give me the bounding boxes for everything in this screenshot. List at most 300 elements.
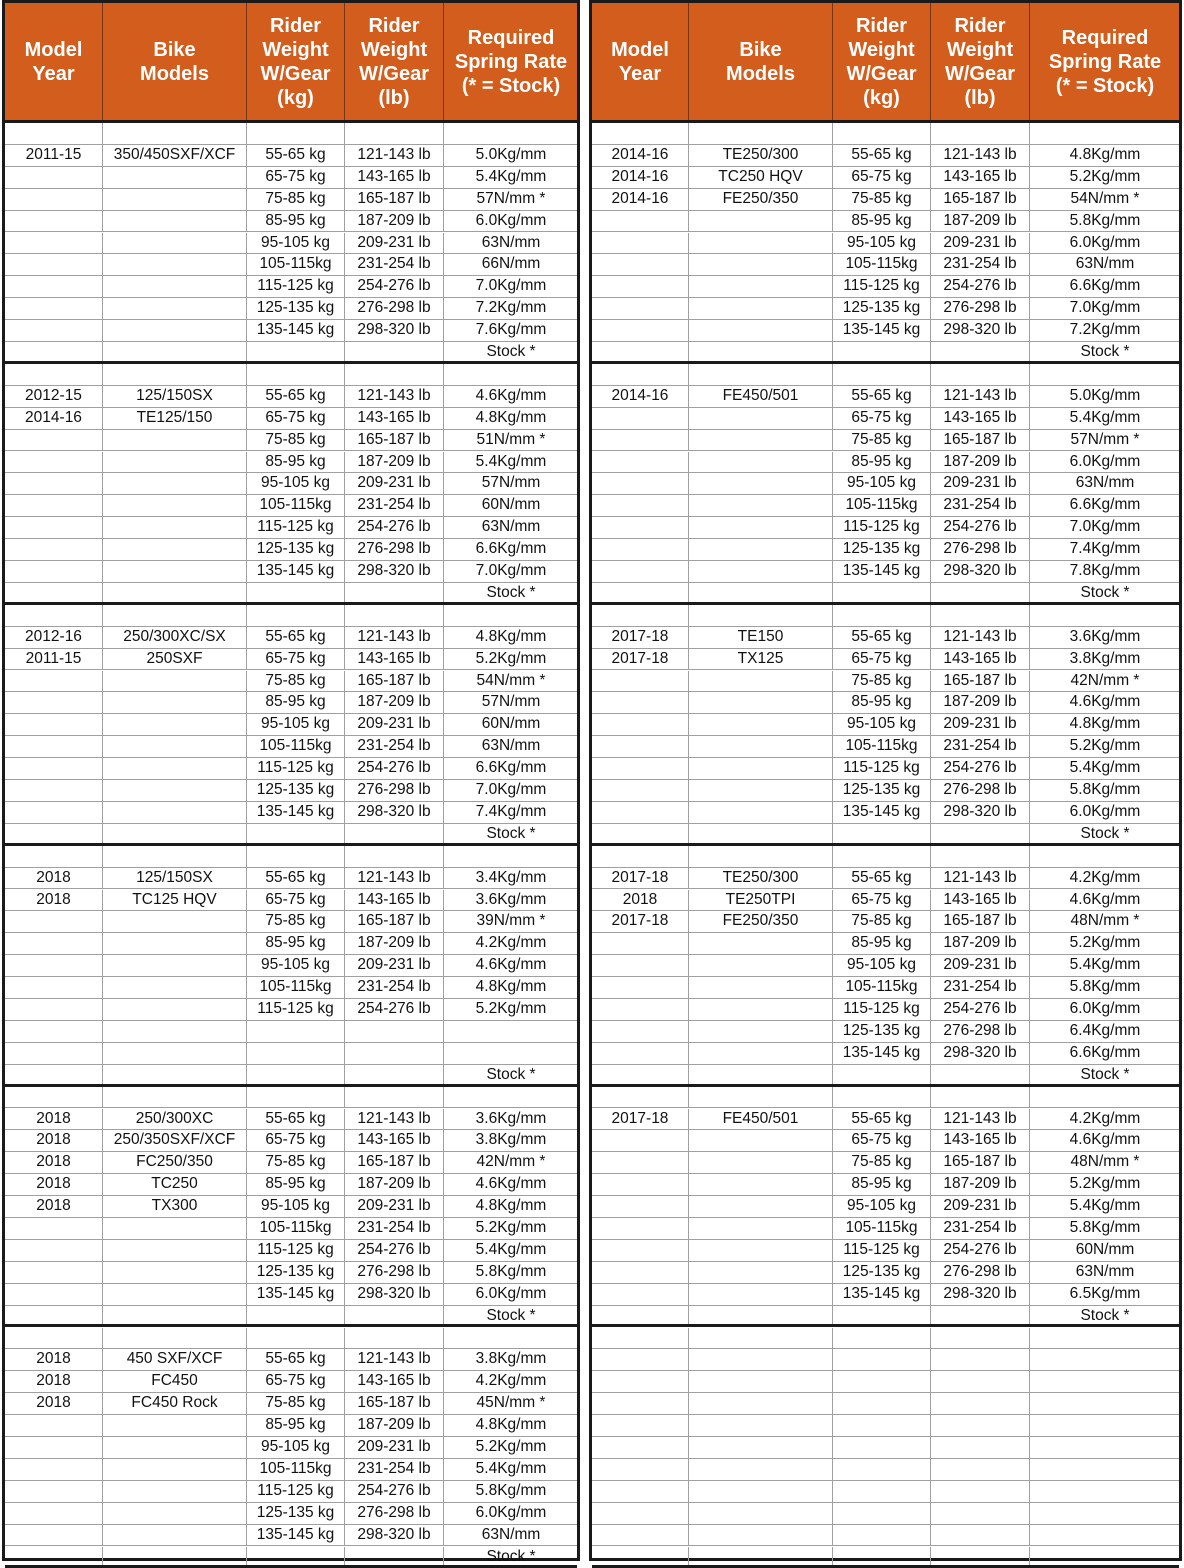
model-year-cell: 2018 xyxy=(5,1371,103,1392)
spring-rate-cell: 5.8Kg/mm xyxy=(444,1481,578,1502)
weight-lb-cell: 121-143 lb xyxy=(345,868,444,889)
bike-models-cell xyxy=(103,123,247,144)
spring-rate-cell xyxy=(1030,1481,1180,1502)
bike-models-cell xyxy=(103,999,247,1020)
spring-rate-cell: Stock * xyxy=(1030,824,1180,843)
model-year-cell xyxy=(592,999,689,1020)
header-line: Bike xyxy=(140,38,209,62)
weight-lb-cell: 143-165 lb xyxy=(345,167,444,188)
model-year-cell xyxy=(592,1021,689,1042)
weight-kg-cell: 95-105 kg xyxy=(247,233,345,254)
model-year-cell xyxy=(592,517,689,538)
bike-models-cell xyxy=(103,911,247,932)
weight-lb-cell: 143-165 lb xyxy=(931,408,1030,429)
table-row xyxy=(592,211,1179,233)
weight-lb-cell xyxy=(345,1021,444,1042)
table-row xyxy=(592,1437,1179,1459)
spring-rate-cell: 63N/mm xyxy=(444,233,578,254)
weight-kg-cell: 75-85 kg xyxy=(833,671,931,692)
table-row xyxy=(5,999,577,1021)
table-row xyxy=(5,955,577,977)
bike-models-cell xyxy=(689,495,833,516)
model-year-cell xyxy=(592,276,689,297)
header-line: Models xyxy=(726,62,795,86)
bike-models-cell xyxy=(689,452,833,473)
weight-kg-cell: 65-75 kg xyxy=(247,1130,345,1151)
table-row xyxy=(592,627,1179,649)
weight-lb-cell: 254-276 lb xyxy=(931,999,1030,1020)
weight-lb-cell: 254-276 lb xyxy=(931,1240,1030,1261)
spring-rate-cell: 6.6Kg/mm xyxy=(1030,495,1180,516)
weight-kg-cell: 105-115kg xyxy=(247,495,345,516)
header-line: Bike xyxy=(726,38,795,62)
weight-lb-cell: 209-231 lb xyxy=(345,1437,444,1458)
header-line: Spring Rate xyxy=(455,50,567,74)
model-year-cell xyxy=(592,1087,689,1108)
bike-models-cell: TX300 xyxy=(103,1196,247,1217)
bike-models-cell xyxy=(689,605,833,626)
table-row xyxy=(592,495,1179,517)
weight-lb-cell: 165-187 lb xyxy=(345,671,444,692)
table-row xyxy=(592,167,1179,189)
table-row xyxy=(592,189,1179,211)
bike-models-cell xyxy=(689,211,833,232)
weight-lb-cell xyxy=(931,1525,1030,1546)
table-row xyxy=(592,254,1179,276)
spring-rate-cell: 6.6Kg/mm xyxy=(444,758,578,779)
bike-models-cell: FE250/350 xyxy=(689,911,833,932)
spring-rate-cell: 5.8Kg/mm xyxy=(1030,780,1180,801)
table-row xyxy=(5,758,577,780)
weight-lb-cell: 298-320 lb xyxy=(345,561,444,582)
bike-models-cell xyxy=(103,539,247,560)
weight-lb-cell xyxy=(345,824,444,843)
table-row xyxy=(592,583,1179,605)
weight-kg-cell: 85-95 kg xyxy=(833,1174,931,1195)
bike-models-cell: 250/300XC/SX xyxy=(103,627,247,648)
spring-rate-cell: 4.6Kg/mm xyxy=(444,955,578,976)
weight-lb-cell xyxy=(345,1328,444,1349)
weight-lb-cell: 187-209 lb xyxy=(931,1174,1030,1195)
model-year-cell xyxy=(5,298,103,319)
spring-rate-cell xyxy=(1030,1437,1180,1458)
header-bike-models xyxy=(689,3,833,120)
bike-models-cell xyxy=(689,1284,833,1305)
weight-kg-cell xyxy=(247,342,345,361)
header-model-year xyxy=(5,3,103,120)
model-year-cell xyxy=(5,1525,103,1546)
weight-kg-cell: 95-105 kg xyxy=(833,1196,931,1217)
model-year-cell xyxy=(5,473,103,494)
model-year-cell xyxy=(592,1152,689,1173)
spring-rate-cell: Stock * xyxy=(444,342,578,361)
weight-kg-cell: 85-95 kg xyxy=(833,452,931,473)
weight-lb-cell xyxy=(931,1503,1030,1524)
bike-models-cell xyxy=(689,999,833,1020)
weight-kg-cell: 115-125 kg xyxy=(247,999,345,1020)
weight-kg-cell: 125-135 kg xyxy=(247,780,345,801)
table-header xyxy=(592,3,1179,123)
model-year-cell: 2018 xyxy=(5,1196,103,1217)
bike-models-cell xyxy=(689,736,833,757)
spring-rate-cell: 6.6Kg/mm xyxy=(1030,276,1180,297)
header-line: W/Gear xyxy=(945,62,1015,86)
weight-lb-cell: 254-276 lb xyxy=(345,517,444,538)
spring-rate-cell: 7.4Kg/mm xyxy=(444,802,578,823)
bike-models-cell xyxy=(689,233,833,254)
spring-rate-cell: 3.6Kg/mm xyxy=(1030,627,1180,648)
weight-kg-cell: 55-65 kg xyxy=(247,386,345,407)
weight-lb-cell: 231-254 lb xyxy=(345,977,444,998)
weight-lb-cell: 298-320 lb xyxy=(345,802,444,823)
spring-rate-cell: 5.8Kg/mm xyxy=(1030,977,1180,998)
bike-models-cell xyxy=(103,583,247,602)
weight-kg-cell: 75-85 kg xyxy=(833,911,931,932)
table-row xyxy=(5,276,577,298)
spring-rate-cell: 7.4Kg/mm xyxy=(1030,539,1180,560)
table-row xyxy=(5,868,577,890)
table-row xyxy=(592,452,1179,474)
model-year-cell xyxy=(5,671,103,692)
table-row xyxy=(5,320,577,342)
table-row xyxy=(5,1218,577,1240)
weight-lb-cell xyxy=(931,342,1030,361)
weight-lb-cell: 187-209 lb xyxy=(345,692,444,713)
weight-lb-cell: 121-143 lb xyxy=(345,1109,444,1130)
spring-rate-cell: 6.0Kg/mm xyxy=(444,1284,578,1305)
table-row xyxy=(5,1393,577,1415)
table-row xyxy=(5,452,577,474)
bike-models-cell xyxy=(689,1525,833,1546)
bike-models-cell xyxy=(103,780,247,801)
spring-rate-cell: 5.4Kg/mm xyxy=(1030,408,1180,429)
bike-models-cell xyxy=(689,430,833,451)
weight-lb-cell xyxy=(931,1437,1030,1458)
bike-models-cell xyxy=(689,802,833,823)
table-row xyxy=(5,1043,577,1065)
model-year-cell: 2014-16 xyxy=(592,145,689,166)
weight-lb-cell: 276-298 lb xyxy=(931,1021,1030,1042)
spring-rate-cell: 51N/mm * xyxy=(444,430,578,451)
spring-rate-cell: 4.8Kg/mm xyxy=(444,1196,578,1217)
table-row xyxy=(5,1547,577,1568)
table-row xyxy=(592,1152,1179,1174)
spring-rate-cell: 42N/mm * xyxy=(444,1152,578,1173)
bike-models-cell: TC125 HQV xyxy=(103,890,247,911)
table-header xyxy=(5,3,577,123)
weight-lb-cell xyxy=(931,1459,1030,1480)
weight-lb-cell: 298-320 lb xyxy=(931,1043,1030,1064)
table-row xyxy=(5,1459,577,1481)
model-year-cell: 2018 xyxy=(5,1152,103,1173)
model-year-cell xyxy=(592,1525,689,1546)
weight-kg-cell: 125-135 kg xyxy=(833,1021,931,1042)
weight-lb-cell: 121-143 lb xyxy=(931,386,1030,407)
weight-kg-cell: 65-75 kg xyxy=(833,890,931,911)
bike-models-cell xyxy=(689,254,833,275)
spring-rate-cell: 5.2Kg/mm xyxy=(1030,167,1180,188)
weight-lb-cell: 276-298 lb xyxy=(931,298,1030,319)
table-row xyxy=(592,1547,1179,1568)
header-line: Rider xyxy=(359,14,429,38)
weight-kg-cell: 95-105 kg xyxy=(247,473,345,494)
table-row xyxy=(5,1415,577,1437)
weight-lb-cell: 254-276 lb xyxy=(931,517,1030,538)
model-year-cell xyxy=(5,211,103,232)
weight-lb-cell: 209-231 lb xyxy=(345,1196,444,1217)
model-year-cell xyxy=(592,254,689,275)
spring-rate-cell: 45N/mm * xyxy=(444,1393,578,1414)
model-year-cell xyxy=(5,1218,103,1239)
bike-models-cell: 125/150SX xyxy=(103,868,247,889)
bike-models-cell xyxy=(103,1087,247,1108)
bike-models-cell: TE150 xyxy=(689,627,833,648)
bike-models-cell xyxy=(103,1503,247,1524)
weight-lb-cell xyxy=(345,1065,444,1084)
spring-rate-cell: 54N/mm * xyxy=(444,671,578,692)
spring-rate-cell: 5.0Kg/mm xyxy=(1030,386,1180,407)
table-row xyxy=(5,123,577,145)
model-year-cell xyxy=(592,1043,689,1064)
bike-models-cell xyxy=(103,977,247,998)
weight-lb-cell xyxy=(931,364,1030,385)
weight-lb-cell: 254-276 lb xyxy=(345,276,444,297)
weight-lb-cell: 231-254 lb xyxy=(345,736,444,757)
table-row xyxy=(592,1109,1179,1131)
bike-models-cell xyxy=(103,1262,247,1283)
header-line: (lb) xyxy=(945,86,1015,110)
table-row xyxy=(5,1130,577,1152)
model-year-cell xyxy=(5,539,103,560)
bike-models-cell: 350/450SXF/XCF xyxy=(103,145,247,166)
spring-rate-cell: 7.2Kg/mm xyxy=(444,298,578,319)
bike-models-cell xyxy=(689,298,833,319)
model-year-cell xyxy=(592,495,689,516)
bike-models-cell xyxy=(103,430,247,451)
weight-kg-cell: 95-105 kg xyxy=(833,473,931,494)
weight-lb-cell: 298-320 lb xyxy=(931,320,1030,341)
model-year-cell: 2014-16 xyxy=(5,408,103,429)
bike-models-cell xyxy=(103,233,247,254)
bike-models-cell xyxy=(689,123,833,144)
weight-lb-cell: 121-143 lb xyxy=(931,1109,1030,1130)
model-year-cell xyxy=(592,1415,689,1436)
weight-lb-cell: 231-254 lb xyxy=(345,495,444,516)
model-year-cell xyxy=(5,999,103,1020)
table-row xyxy=(5,846,577,868)
weight-lb-cell xyxy=(931,583,1030,602)
model-year-cell: 2018 xyxy=(5,1393,103,1414)
weight-kg-cell: 75-85 kg xyxy=(247,671,345,692)
weight-kg-cell: 105-115kg xyxy=(247,254,345,275)
model-year-cell xyxy=(592,671,689,692)
bike-models-cell xyxy=(103,495,247,516)
weight-lb-cell: 143-165 lb xyxy=(345,890,444,911)
table-row xyxy=(592,1087,1179,1109)
table-row xyxy=(5,298,577,320)
model-year-cell xyxy=(5,758,103,779)
weight-lb-cell: 298-320 lb xyxy=(931,1284,1030,1305)
bike-models-cell xyxy=(689,671,833,692)
weight-lb-cell: 165-187 lb xyxy=(931,430,1030,451)
model-year-cell xyxy=(5,714,103,735)
weight-lb-cell: 209-231 lb xyxy=(931,955,1030,976)
table-row xyxy=(5,1349,577,1371)
model-year-cell xyxy=(5,1284,103,1305)
header-line: Weight xyxy=(846,38,916,62)
table-row xyxy=(5,1328,577,1350)
bike-models-cell xyxy=(689,1262,833,1283)
weight-lb-cell xyxy=(345,1043,444,1064)
weight-kg-cell: 95-105 kg xyxy=(247,1437,345,1458)
table-row xyxy=(592,1240,1179,1262)
bike-models-cell xyxy=(103,167,247,188)
model-year-cell xyxy=(5,254,103,275)
weight-lb-cell: 187-209 lb xyxy=(345,1174,444,1195)
weight-lb-cell: 254-276 lb xyxy=(345,758,444,779)
model-year-cell xyxy=(5,802,103,823)
weight-lb-cell: 143-165 lb xyxy=(345,1130,444,1151)
table-row xyxy=(592,539,1179,561)
weight-kg-cell xyxy=(247,123,345,144)
spring-rate-cell xyxy=(1030,605,1180,626)
spring-rate-cell: 4.8Kg/mm xyxy=(444,408,578,429)
spring-rate-cell xyxy=(1030,846,1180,867)
table-row xyxy=(5,824,577,846)
spring-rate-cell: 6.0Kg/mm xyxy=(1030,802,1180,823)
table-row xyxy=(5,1109,577,1131)
weight-lb-cell xyxy=(345,1087,444,1108)
weight-kg-cell: 95-105 kg xyxy=(833,955,931,976)
weight-kg-cell xyxy=(833,1393,931,1414)
table-row xyxy=(592,824,1179,846)
weight-kg-cell: 75-85 kg xyxy=(247,911,345,932)
table-row xyxy=(592,1481,1179,1503)
weight-lb-cell: 209-231 lb xyxy=(931,473,1030,494)
weight-lb-cell: 165-187 lb xyxy=(345,1393,444,1414)
weight-lb-cell: 165-187 lb xyxy=(931,911,1030,932)
table-row xyxy=(5,890,577,912)
model-year-cell xyxy=(592,955,689,976)
bike-models-cell: TC250 HQV xyxy=(689,167,833,188)
model-year-cell xyxy=(5,123,103,144)
weight-kg-cell: 105-115kg xyxy=(833,977,931,998)
header-line: (kg) xyxy=(846,86,916,110)
table-row xyxy=(592,320,1179,342)
weight-lb-cell xyxy=(931,824,1030,843)
bike-models-cell xyxy=(689,408,833,429)
model-year-cell xyxy=(592,364,689,385)
spring-rate-cell: 6.0Kg/mm xyxy=(444,211,578,232)
spring-rate-cell: 4.6Kg/mm xyxy=(1030,1130,1180,1151)
weight-lb-cell xyxy=(931,1393,1030,1414)
spring-rate-cell: 5.2Kg/mm xyxy=(1030,1174,1180,1195)
model-year-cell: 2012-16 xyxy=(5,627,103,648)
bike-models-cell xyxy=(103,1481,247,1502)
spring-rate-cell: 6.6Kg/mm xyxy=(444,539,578,560)
table-row xyxy=(5,1174,577,1196)
bike-models-cell xyxy=(689,1196,833,1217)
weight-kg-cell: 105-115kg xyxy=(833,495,931,516)
header-spring-rate xyxy=(444,3,578,120)
weight-lb-cell: 209-231 lb xyxy=(345,473,444,494)
weight-lb-cell xyxy=(931,1065,1030,1084)
model-year-cell xyxy=(5,1328,103,1349)
model-year-cell xyxy=(5,780,103,801)
table-row xyxy=(5,1371,577,1393)
spring-rate-cell: 5.4Kg/mm xyxy=(444,1240,578,1261)
spring-rate-cell: 5.8Kg/mm xyxy=(1030,211,1180,232)
weight-lb-cell: 298-320 lb xyxy=(931,561,1030,582)
table-row xyxy=(5,736,577,758)
bike-models-cell xyxy=(103,846,247,867)
weight-kg-cell: 75-85 kg xyxy=(247,430,345,451)
weight-lb-cell: 231-254 lb xyxy=(931,1218,1030,1239)
table-row xyxy=(592,1306,1179,1328)
header-line: Year xyxy=(611,62,669,86)
table-row xyxy=(5,1152,577,1174)
weight-lb-cell: 298-320 lb xyxy=(931,802,1030,823)
table-row xyxy=(5,583,577,605)
spring-rate-cell: 63N/mm xyxy=(444,736,578,757)
weight-lb-cell: 276-298 lb xyxy=(931,539,1030,560)
weight-kg-cell: 135-145 kg xyxy=(833,561,931,582)
model-year-cell xyxy=(5,364,103,385)
weight-kg-cell: 55-65 kg xyxy=(833,145,931,166)
table-row xyxy=(5,189,577,211)
spring-rate-cell: 7.8Kg/mm xyxy=(1030,561,1180,582)
table-row xyxy=(5,1503,577,1525)
header-line: Rider xyxy=(945,14,1015,38)
weight-kg-cell xyxy=(833,1415,931,1436)
spring-rate-cell: 5.4Kg/mm xyxy=(1030,955,1180,976)
bike-models-cell xyxy=(103,517,247,538)
weight-lb-cell: 254-276 lb xyxy=(345,999,444,1020)
spring-rate-cell: 57N/mm * xyxy=(444,189,578,210)
bike-models-cell xyxy=(689,1393,833,1414)
bike-models-cell: 125/150SX xyxy=(103,386,247,407)
weight-kg-cell: 85-95 kg xyxy=(833,692,931,713)
weight-kg-cell: 125-135 kg xyxy=(247,539,345,560)
spring-rate-cell: 6.0Kg/mm xyxy=(1030,452,1180,473)
model-year-cell xyxy=(592,1328,689,1349)
model-year-cell xyxy=(5,1547,103,1566)
bike-models-cell xyxy=(689,1349,833,1370)
weight-kg-cell: 115-125 kg xyxy=(247,276,345,297)
spring-rate-cell: Stock * xyxy=(444,583,578,602)
table-row xyxy=(592,1503,1179,1525)
model-year-cell xyxy=(5,1021,103,1042)
weight-kg-cell: 125-135 kg xyxy=(247,1262,345,1283)
weight-lb-cell: 187-209 lb xyxy=(345,933,444,954)
spring-rate-cell: 5.2Kg/mm xyxy=(444,1218,578,1239)
table-row xyxy=(592,955,1179,977)
spring-rate-cell xyxy=(444,1021,578,1042)
model-year-cell: 2018 xyxy=(5,1130,103,1151)
bike-models-cell: 250/350SXF/XCF xyxy=(103,1130,247,1151)
header-line: Weight xyxy=(945,38,1015,62)
table-row xyxy=(5,211,577,233)
weight-kg-cell: 95-105 kg xyxy=(247,714,345,735)
spring-rate-cell: 4.6Kg/mm xyxy=(1030,692,1180,713)
model-year-cell: 2011-15 xyxy=(5,145,103,166)
weight-lb-cell xyxy=(931,123,1030,144)
model-year-cell xyxy=(592,1240,689,1261)
model-year-cell xyxy=(5,933,103,954)
table-row xyxy=(5,386,577,408)
spring-rate-cell xyxy=(1030,123,1180,144)
weight-kg-cell: 55-65 kg xyxy=(247,627,345,648)
